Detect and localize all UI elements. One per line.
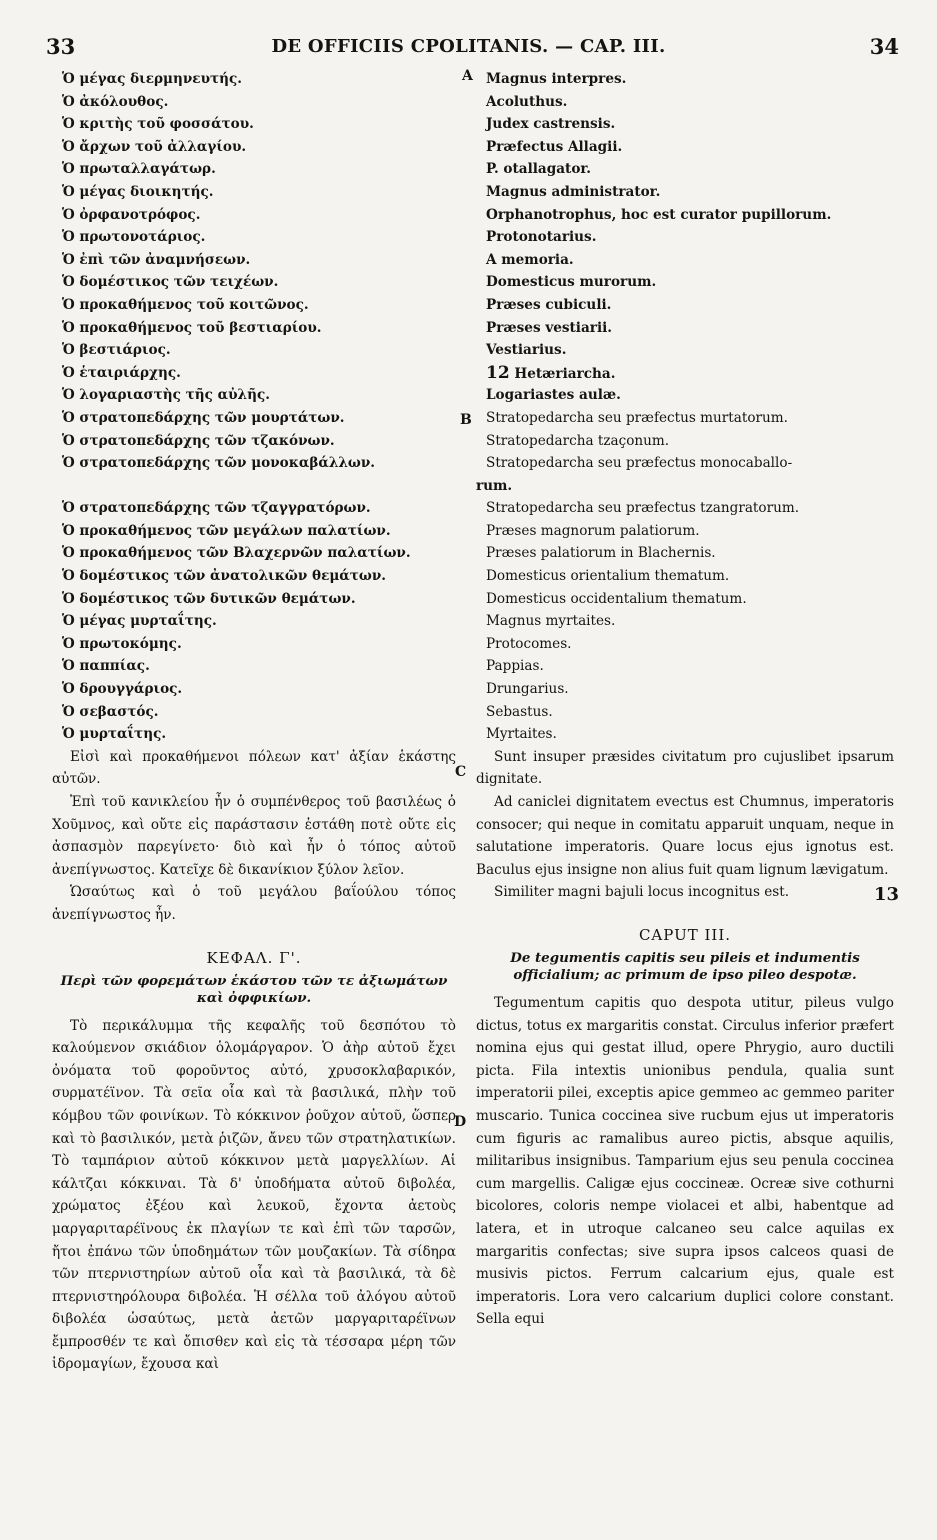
greek-chapter-heading: ΚΕΦΑΛ. Γ'. [206, 948, 302, 967]
greek-list-item: Ὁ προκαθήμενος τοῦ βεστιαρίου. [62, 319, 322, 336]
latin-list-item: Præses palatiorum in Blachernis. [486, 545, 716, 562]
greek-column [52, 68, 456, 1376]
greek-list-item: Ὁ λογαριαστὴς τῆς αὐλῆς. [62, 387, 270, 404]
latin-list-item-hetaeriarcha [476, 362, 894, 385]
greek-list-item: Ὁ πρωτονοτάριος. [62, 229, 206, 246]
margin-marker-a: A [462, 68, 473, 84]
margin-marker-d: D [454, 1114, 467, 1130]
latin-list-item: Protonotarius. [486, 229, 597, 246]
greek-list-item: Ὁ ἀκόλουθος. [62, 93, 169, 110]
latin-list-item-wrap: Stratopedarcha seu præfectus monocaballo- [486, 455, 793, 472]
latin-list-item: Vestiarius. [486, 342, 567, 359]
greek-para-text: Ὡσαύτως καὶ ὁ τοῦ μεγάλου βαΐούλου τόπος ἀνεπίγνωστος ἦν. [52, 884, 456, 923]
greek-list-item: Ὁ πρωτοκόμης. [62, 635, 182, 652]
latin-list-item: Protocomes. [486, 635, 572, 652]
latin-paragraph-canicleum [476, 791, 894, 881]
latin-chapter-body [476, 992, 894, 1331]
latin-paragraph-bajulus [476, 881, 894, 904]
latin-list-item: Pappias. [486, 658, 544, 675]
latin-chapter-subtitle: De tegumentis capitis seu pileis et indumentis officialium; ac primum de ipso pileo despotæ. [510, 949, 860, 983]
greek-list-item: Ὁ βεστιάριος. [62, 342, 171, 359]
latin-list-item: Præses cubiculi. [486, 296, 612, 313]
latin-column [476, 68, 894, 1331]
latin-list-item: Sebastus. [486, 703, 553, 720]
latin-list-item: Magnus interpres. [486, 71, 627, 87]
latin-list-item: Logariastes aulæ. [486, 387, 621, 404]
latin-list-item: Orphanotrophus, hoc est curator pupillorum. [486, 206, 832, 223]
greek-para-text: Εἰσὶ καὶ προκαθήμενοι πόλεων κατ' ἀξίαν ἑκάστης αὐτῶν. [52, 748, 456, 788]
greek-list-item: Ὁ στρατοπεδάρχης τῶν τζαγγρατόρων. [62, 500, 371, 517]
latin-para-text: Sunt insuper præsides civitatum pro cujuslibet ipsarum dignitate. [476, 748, 894, 788]
latin-list-item: Magnus administrator. [486, 183, 661, 200]
greek-list-item: Ὁ δομέστικος τῶν τειχέων. [62, 274, 279, 291]
latin-list-item: Magnus myrtaites. [486, 613, 616, 630]
greek-list-item: Ὁ δομέστικος τῶν δυτικῶν θεμάτων. [62, 590, 356, 607]
greek-list-item: Ὁ δομέστικος τῶν ἀνατολικῶν θεμάτων. [62, 568, 387, 585]
latin-body-text: Tegumentum capitis quo despota utitur, pileus vulgo dictus, totus ex margaritis constat. Circulus inferior præfert nomina ejus qui gestat illud, opere Phrygio, auro ductili picta. Fila intextis unionibus pendula, qualia sunt imperatorii pilei, exceptis apice gemmeo ac gemmeo pariter muscario. Tunica coccinea sive rucbum ejus ut imperatoris cum figuris ac ramalibus aureo pictis, absque aquilis, militaribus insignibus. Tamparium ejus seu penula coccinea cum margellis. Caligæ ejus coccineæ. Ocreæ sive cothurni bicolores, coloris nempe violacei et albi, habentque ad latera, et in utroque calcaneo seu calce aquilas ex margaritis confectas; sive supra ipsos calceos quasi de musivis pictos. Ferrum calcarium ejus, quale est imperatoris. Lora vero calcarium duplici colore constant. Sella equi [476, 994, 894, 1328]
greek-paragraph-praesides [52, 746, 456, 791]
greek-list-item: Ὁ προκαθήμενος τῶν Βλαχερνῶν παλατίων. [62, 545, 411, 562]
latin-list-item: Drungarius. [486, 681, 569, 698]
greek-list-item: Ὁ πρωταλλαγάτωρ. [62, 161, 216, 178]
greek-list-item: Ὁ στρατοπεδάρχης τῶν τζακόνων. [62, 432, 335, 449]
greek-list-item: Ὁ προκαθήμενος τῶν μεγάλων παλατίων. [62, 522, 391, 539]
greek-chapter-body [52, 1015, 456, 1377]
greek-list-item: Ὁ κριτὴς τοῦ φοσσάτου. [62, 116, 254, 133]
latin-para-text: Ad caniclei dignitatem evectus est Chumnus, imperatoris consocer; qui neque in comitatu apparuit unquam, neque in salutatione imperatoris. Quare locus ejus ignotus est. Baculus ejus insigne non alius fuit quam lignum lævigatum. [476, 794, 894, 878]
greek-list-item: Ὁ σεβαστός. [62, 703, 159, 720]
latin-para-text: Similiter magni bajuli locus incognitus est. [494, 884, 790, 901]
greek-list-item: Ὁ μυρταΐτης. [62, 726, 167, 743]
margin-marker-c: C [455, 764, 467, 780]
page-number-left: 33 [46, 34, 76, 59]
latin-chapter-heading: CAPUT III. [638, 925, 732, 944]
greek-paragraph-canicleum [52, 791, 456, 881]
greek-list-item: Ὁ μέγας διοικητής. [62, 183, 214, 200]
latin-list-item: Domesticus occidentalium thematum. [486, 590, 747, 607]
greek-list-item: Ὁ μέγας μυρταΐτης. [62, 613, 217, 630]
greek-para-text: Ἐπὶ τοῦ κανικλείου ἦν ὁ συμπένθερος τοῦ βασιλέως ὁ Χοῦμνος, καὶ οὔτε εἰς παράστασιν ἐστάθη ποτὲ οὔτε εἰς ἀσπασμὸν παρεγίνετο· διὸ καὶ ἦν ὁ τόπος αὐτοῦ ἀνεπίγνωστος. Κατεῖχε δὲ δικανίκιον ξύλον λεῖον. [52, 794, 456, 878]
greek-paragraph-bajulus [52, 881, 456, 926]
margin-number-12: 12 [486, 362, 510, 383]
greek-list-item: Ὁ ἑταιριάρχης. [62, 364, 181, 381]
latin-list-item-text: Hetæriarcha. [514, 365, 616, 382]
latin-list-item: Myrtaites. [486, 726, 557, 743]
latin-list-item: Stratopedarcha seu præfectus murtatorum. [486, 409, 788, 426]
latin-paragraph-praesides [476, 746, 894, 791]
latin-list-item: Domesticus murorum. [486, 274, 657, 291]
greek-list-item: Ὁ στρατοπεδάρχης τῶν μονοκαβάλλων. [62, 455, 376, 472]
greek-list-item: Ὁ στρατοπεδάρχης τῶν μουρτάτων. [62, 409, 345, 426]
greek-list-item: Ὁ παππίας. [62, 658, 150, 675]
latin-list-item: Præses magnorum palatiorum. [486, 522, 700, 539]
greek-chapter-subtitle: Περὶ τῶν φορεμάτων ἑκάστου τῶν τε ἀξιωμάτων καὶ ὀφφικίων. [60, 972, 448, 1006]
latin-list-item: Domesticus orientalium thematum. [486, 568, 730, 585]
margin-marker-b: B [460, 412, 472, 428]
greek-body-text: Τὸ περικάλυμμα τῆς κεφαλῆς τοῦ δεσπότου τὸ καλούμενον σκιάδιον ὁλομάργαρον. Ὁ ἀὴρ αὐτοῦ ἔχει ὀνόματα τοῦ φοροῦντος αὐτό, χρυσοκλαβαρικόν, συρματέϊνον. Τὰ σεῖα οἷα καὶ τὰ βασιλικά, πλὴν τοῦ κόμβου τῶν φοινίκων. Τὸ κόκκινον ῥοῦχον αὐτοῦ, ὥσπερ καὶ τὸ βασιλικόν, μετὰ ῥιζῶν, ἄνευ τῶν στρατηλατικίων. Τὸ ταμπάριον αὐτοῦ κόκκινον μετὰ μαργελλίων. Αἱ κάλτζαι κόκκιναι. Τὰ δ' ὑποδήματα αὐτοῦ διβολέα, χρώματος ἐξέου καὶ λευκοῦ, ἔχοντα ἀετοὺς μαργαριταρέϊνους ἐκ πλαγίων τε καὶ ἐπὶ τῶν ταρσῶν, ἤτοι ἐπάνω τῶν ὑποδημάτων τῶν μουζακίων. Τὰ σίδηρα τῶν πτερνιστηρίων αὐτοῦ οἷα καὶ τὰ βασιλικά, τὰ δὲ πτερνιστηρόλουρα διβολέα. Ἡ σέλλα τοῦ ἀλόγου αὐτοῦ διβολέα ὡσαύτως, μετὰ ἀετῶν μαργαριταρέϊνων ἔμπροσθέν τε καὶ ὄπισθεν καὶ εἰς τὰ τέσσαρα μέρη τῶν ἱδρομαγίων, ἔχουσα καὶ [52, 1017, 456, 1373]
margin-number-13: 13 [874, 884, 900, 905]
running-header [0, 34, 937, 62]
latin-list-item: Judex castrensis. [486, 116, 616, 133]
running-title: DE OFFICIIS CPOLITANIS. — CAP. III. [271, 36, 666, 57]
greek-list-item: Ὁ ἐπὶ τῶν ἀναμνήσεων. [62, 251, 251, 268]
latin-list-item: Stratopedarcha tzaçonum. [486, 432, 670, 449]
latin-list-item: A memoria. [486, 251, 574, 268]
greek-list-item: Ὁ μέγας διερμηνευτής. [62, 71, 243, 87]
latin-list-item: Acoluthus. [486, 93, 568, 110]
latin-list-item: Præses vestiarii. [486, 319, 613, 336]
greek-list-item: Ὁ προκαθήμενος τοῦ κοιτῶνος. [62, 296, 309, 313]
latin-list-item: P. otallagator. [486, 161, 592, 178]
latin-list-item: Præfectus Allagii. [486, 138, 623, 155]
latin-list-item-wrap-end: rum. [476, 477, 513, 494]
greek-list-item: Ὁ δρουγγάριος. [62, 681, 183, 698]
greek-list-item: Ὁ ἄρχων τοῦ ἀλλαγίου. [62, 138, 247, 155]
latin-list-item: Stratopedarcha seu præfectus tzangratorum. [486, 500, 800, 517]
greek-list-item: Ὁ ὀρφανοτρόφος. [62, 206, 201, 223]
page-number-right: 34 [869, 34, 899, 59]
